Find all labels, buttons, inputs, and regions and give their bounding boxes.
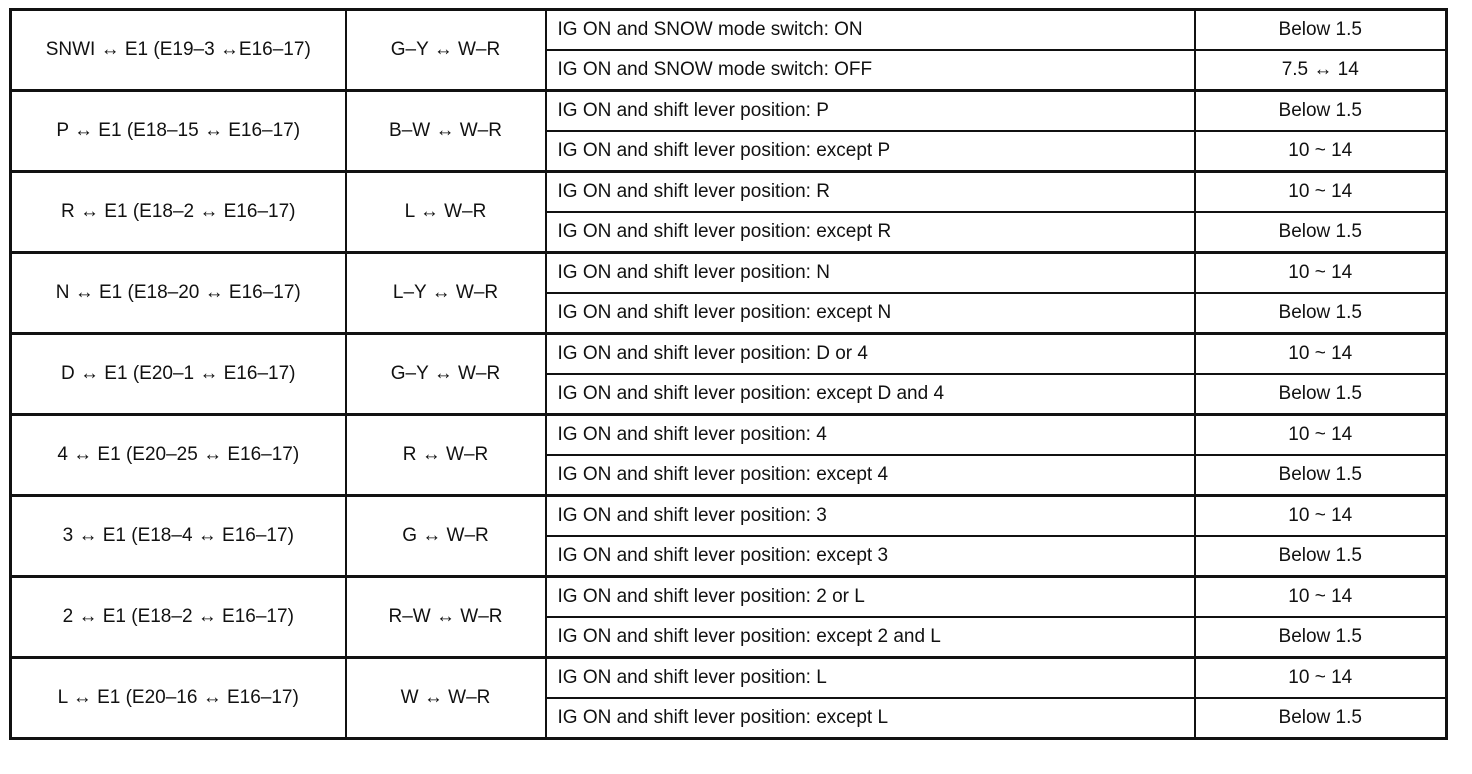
specified-value-cell: 10 ~ 14 (1195, 334, 1447, 375)
wire-color-cell: B–W ↔ W–R (346, 91, 546, 172)
terminal-cell: P ↔ E1 (E18–15 ↔ E16–17) (11, 91, 346, 172)
condition-cell: IG ON and shift lever position: except 2 and L (546, 617, 1195, 658)
table-body (11, 10, 1447, 739)
condition-cell: IG ON and shift lever position: R (546, 172, 1195, 213)
wire-color-cell: W ↔ W–R (346, 658, 546, 739)
condition-cell: IG ON and SNOW mode switch: OFF (546, 50, 1195, 91)
condition-cell: IG ON and shift lever position: P (546, 91, 1195, 132)
condition-cell: IG ON and shift lever position: except D and 4 (546, 374, 1195, 415)
table-row (11, 577, 1447, 618)
wire-color-cell: R ↔ W–R (346, 415, 546, 496)
condition-cell: IG ON and shift lever position: except 3 (546, 536, 1195, 577)
condition-cell: IG ON and shift lever position: except P (546, 131, 1195, 172)
condition-cell: IG ON and shift lever position: except 4 (546, 455, 1195, 496)
wire-color-cell: L–Y ↔ W–R (346, 253, 546, 334)
specified-value-cell: 10 ~ 14 (1195, 253, 1447, 294)
wire-color-cell: G–Y ↔ W–R (346, 10, 546, 91)
table-row (11, 334, 1447, 375)
table-row (11, 10, 1447, 51)
specified-value-cell: Below 1.5 (1195, 536, 1447, 577)
table-row (11, 91, 1447, 132)
condition-cell: IG ON and shift lever position: D or 4 (546, 334, 1195, 375)
wire-color-cell: R–W ↔ W–R (346, 577, 546, 658)
specified-value-cell: 10 ~ 14 (1195, 172, 1447, 213)
wire-color-cell: L ↔ W–R (346, 172, 546, 253)
condition-cell: IG ON and shift lever position: N (546, 253, 1195, 294)
specified-value-cell: Below 1.5 (1195, 455, 1447, 496)
table-row (11, 415, 1447, 456)
specified-value-cell: Below 1.5 (1195, 293, 1447, 334)
condition-cell: IG ON and shift lever position: except L (546, 698, 1195, 739)
specified-value-cell: 7.5 ↔ 14 (1195, 50, 1447, 91)
condition-cell: IG ON and shift lever position: 2 or L (546, 577, 1195, 618)
specified-value-cell: 10 ~ 14 (1195, 658, 1447, 699)
condition-cell: IG ON and shift lever position: L (546, 658, 1195, 699)
terminal-cell: SNWI ↔ E1 (E19–3 ↔E16–17) (11, 10, 346, 91)
terminal-cell: 4 ↔ E1 (E20–25 ↔ E16–17) (11, 415, 346, 496)
condition-cell: IG ON and shift lever position: 3 (546, 496, 1195, 537)
terminal-cell: 3 ↔ E1 (E18–4 ↔ E16–17) (11, 496, 346, 577)
wire-color-cell: G ↔ W–R (346, 496, 546, 577)
specified-value-cell: Below 1.5 (1195, 212, 1447, 253)
condition-cell: IG ON and shift lever position: except R (546, 212, 1195, 253)
terminal-cell: R ↔ E1 (E18–2 ↔ E16–17) (11, 172, 346, 253)
specified-value-cell: Below 1.5 (1195, 10, 1447, 51)
terminal-cell: L ↔ E1 (E20–16 ↔ E16–17) (11, 658, 346, 739)
table-row (11, 658, 1447, 699)
terminal-cell: D ↔ E1 (E20–1 ↔ E16–17) (11, 334, 346, 415)
wire-color-cell: G–Y ↔ W–R (346, 334, 546, 415)
table-row (11, 496, 1447, 537)
specified-value-cell: 10 ~ 14 (1195, 131, 1447, 172)
terminal-voltage-table (9, 8, 1448, 740)
specified-value-cell: 10 ~ 14 (1195, 496, 1447, 537)
condition-cell: IG ON and shift lever position: except N (546, 293, 1195, 334)
specified-value-cell: Below 1.5 (1195, 698, 1447, 739)
table-row (11, 253, 1447, 294)
terminal-cell: N ↔ E1 (E18–20 ↔ E16–17) (11, 253, 346, 334)
specified-value-cell: 10 ~ 14 (1195, 577, 1447, 618)
specified-value-cell: Below 1.5 (1195, 91, 1447, 132)
condition-cell: IG ON and shift lever position: 4 (546, 415, 1195, 456)
specified-value-cell: 10 ~ 14 (1195, 415, 1447, 456)
table-row (11, 172, 1447, 213)
terminal-cell: 2 ↔ E1 (E18–2 ↔ E16–17) (11, 577, 346, 658)
condition-cell: IG ON and SNOW mode switch: ON (546, 10, 1195, 51)
specified-value-cell: Below 1.5 (1195, 374, 1447, 415)
specified-value-cell: Below 1.5 (1195, 617, 1447, 658)
